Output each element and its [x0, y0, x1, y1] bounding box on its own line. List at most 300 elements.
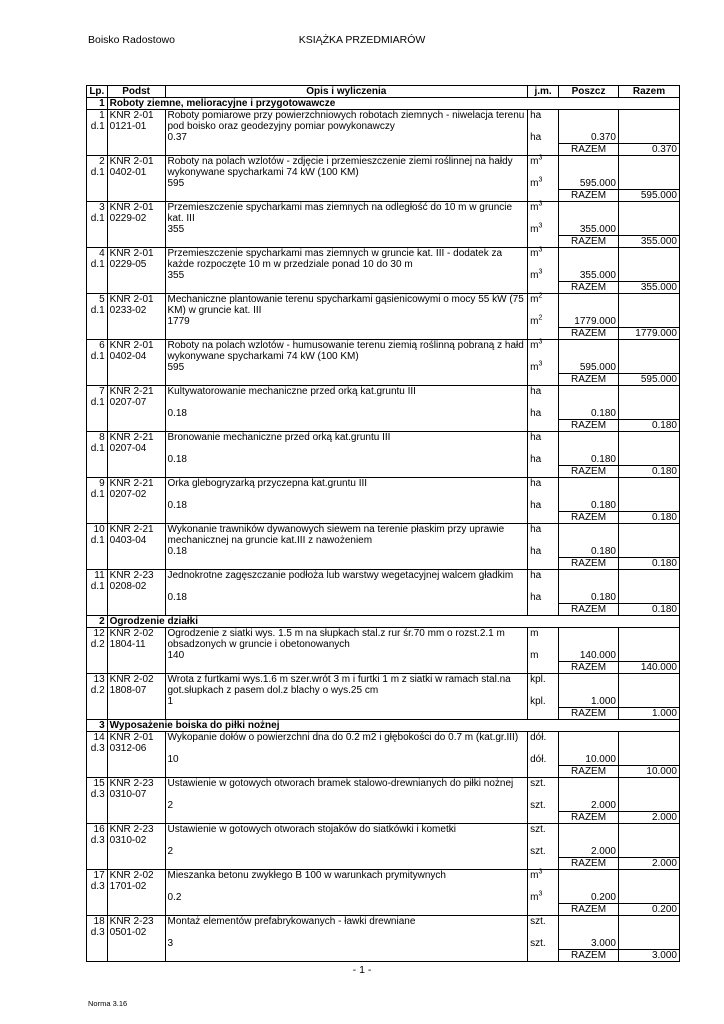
sum-label: RAZEM: [559, 904, 619, 916]
sum-empty-cell: [107, 328, 165, 340]
item-number: 6: [99, 340, 105, 351]
item-lp-cell: [87, 570, 108, 604]
unit-text: m: [530, 156, 539, 167]
item-unit-cell: [528, 570, 559, 604]
sum-empty-cell: [528, 812, 559, 824]
item-razem-cell: [619, 248, 680, 282]
item-poszcz-cell: [559, 202, 619, 236]
sum-empty-cell: [528, 662, 559, 674]
poszcz-spacer: [561, 881, 616, 892]
item-description-cell: [165, 674, 528, 708]
table-row: [87, 478, 680, 512]
sum-empty-cell: [165, 766, 528, 778]
unit-value: [530, 362, 556, 373]
sum-total-value: 3.000: [619, 950, 680, 962]
sum-label: RAZEM: [559, 236, 619, 248]
item-section-ref: d.1: [90, 351, 105, 362]
unit-value: [530, 500, 556, 511]
item-description-cell: [165, 570, 528, 604]
sum-empty-cell: [107, 374, 165, 386]
item-basis-cell: [107, 524, 165, 558]
section-title: Ogrodzenie działki: [107, 616, 679, 628]
item-unit-cell: [528, 674, 559, 708]
sum-empty-cell: [87, 328, 108, 340]
table-body: [87, 98, 680, 962]
unit-spacer: [530, 121, 556, 132]
item-section-ref: d.1: [90, 535, 105, 546]
sum-empty-cell: [528, 374, 559, 386]
item-basis-catalog: KNR 2-23: [109, 570, 154, 581]
item-poszcz-cell: [559, 386, 619, 420]
item-razem-cell: [619, 156, 680, 190]
item-razem-cell: [619, 732, 680, 766]
unit-text: ha: [530, 132, 542, 143]
item-basis-code: 0208-02: [109, 581, 147, 592]
sum-row: [87, 144, 680, 156]
poszcz-spacer: [561, 789, 616, 800]
unit-text: dół.: [530, 732, 547, 743]
item-description-cell: [165, 524, 528, 558]
item-calculation: 595: [167, 362, 185, 373]
item-unit-cell: [528, 732, 559, 766]
sum-empty-cell: [528, 466, 559, 478]
unit-text: m: [530, 248, 539, 259]
item-description: Przemieszczenie spycharkami mas ziemnych w gruncie kat. III - dodatek za każde rozpoczęte 10 m w przedziale ponad 10 do 30 m: [167, 248, 503, 270]
sum-total-value: 0.200: [619, 904, 680, 916]
item-basis-code: 0402-01: [109, 167, 147, 178]
item-basis-catalog: KNR 2-01: [109, 156, 154, 167]
sum-label: RAZEM: [559, 190, 619, 202]
table-row: [87, 248, 680, 282]
table-row: [87, 294, 680, 328]
item-poszcz-value: 2.000: [590, 800, 616, 811]
unit-value: [530, 270, 556, 281]
item-lp-cell: [87, 432, 108, 466]
item-calculation: 0.2: [167, 892, 182, 903]
item-number: 10: [93, 524, 105, 535]
sum-empty-cell: [87, 662, 108, 674]
item-poszcz-value: 0.180: [590, 592, 616, 603]
section-row: [87, 720, 680, 732]
unit-text: kpl.: [530, 674, 546, 685]
item-lp-cell: [87, 294, 108, 328]
item-unit-cell: [528, 340, 559, 374]
sum-label: RAZEM: [559, 144, 619, 156]
unit-value: [530, 224, 556, 235]
sum-row: [87, 766, 680, 778]
unit-text: m: [530, 224, 539, 235]
unit-text: ha: [530, 386, 542, 397]
unit-text: ha: [530, 454, 542, 465]
item-section-ref: d.1: [90, 167, 105, 178]
unit-value: [530, 778, 556, 789]
item-lp-cell: [87, 824, 108, 858]
unit-text: m: [530, 362, 539, 373]
item-basis-code: 0207-07: [109, 397, 147, 408]
poszcz-spacer: [561, 213, 616, 224]
unit-value: [530, 110, 556, 121]
item-unit-cell: [528, 294, 559, 328]
item-description-cell: [165, 432, 528, 466]
poszcz-spacer: [561, 121, 616, 132]
item-calculation: 355: [167, 224, 185, 235]
sum-empty-cell: [528, 512, 559, 524]
item-lp-cell: [87, 916, 108, 950]
sum-total-value: 355.000: [619, 236, 680, 248]
poszcz-spacer: [561, 581, 616, 592]
unit-text: ha: [530, 110, 542, 121]
item-calculation: 595: [167, 178, 185, 189]
unit-value: [530, 156, 556, 167]
unit-text: szt.: [530, 846, 546, 857]
item-razem-cell: [619, 432, 680, 466]
item-poszcz-cell: [559, 294, 619, 328]
unit-superscript: 3: [538, 222, 543, 230]
unit-spacer: [530, 443, 556, 454]
unit-value: [530, 800, 556, 811]
item-basis-code: 0403-04: [109, 535, 147, 546]
unit-text: szt.: [530, 824, 546, 835]
poszcz-spacer: [561, 259, 616, 270]
sum-total-value: 0.180: [619, 512, 680, 524]
item-calculation: 2: [167, 846, 174, 857]
item-section-ref: d.3: [90, 927, 105, 938]
unit-value: [530, 294, 556, 305]
sum-empty-cell: [87, 144, 108, 156]
sum-row: [87, 236, 680, 248]
sum-row: [87, 558, 680, 570]
item-unit-cell: [528, 248, 559, 282]
item-lp-cell: [87, 478, 108, 512]
unit-spacer: [530, 581, 556, 592]
item-number: 8: [99, 432, 105, 443]
sum-label: RAZEM: [559, 282, 619, 294]
sum-empty-cell: [87, 950, 108, 962]
poszcz-spacer: [561, 340, 616, 351]
table-row: [87, 778, 680, 812]
sum-total-value: 595.000: [619, 374, 680, 386]
unit-text: m: [530, 650, 539, 661]
poszcz-spacer: [561, 351, 616, 362]
item-description-cell: [165, 110, 528, 144]
unit-value: [530, 754, 556, 765]
item-basis-catalog: KNR 2-21: [109, 386, 154, 397]
unit-spacer: [530, 397, 556, 408]
poszcz-spacer: [561, 489, 616, 500]
item-razem-cell: [619, 778, 680, 812]
item-description: Ogrodzenie z siatki wys. 1.5 m na słupkach stal.z rur śr.70 mm o rozst.2.1 m obsadzonych w gruncie i obetonowanych: [167, 628, 505, 650]
item-poszcz-cell: [559, 628, 619, 662]
sum-empty-cell: [87, 466, 108, 478]
unit-spacer: [530, 489, 556, 500]
sum-label: RAZEM: [559, 604, 619, 616]
item-poszcz-value: 595.000: [579, 362, 616, 373]
unit-spacer: [530, 881, 556, 892]
item-basis-cell: [107, 340, 165, 374]
item-razem-cell: [619, 628, 680, 662]
unit-value: [530, 478, 556, 489]
sum-empty-cell: [528, 328, 559, 340]
sum-empty-cell: [528, 708, 559, 720]
table-row: [87, 732, 680, 766]
item-poszcz-value: 10.000: [585, 754, 616, 765]
item-section-ref: d.2: [90, 685, 105, 696]
item-basis-cell: [107, 248, 165, 282]
item-description-cell: [165, 824, 528, 858]
unit-value: [530, 696, 556, 707]
sum-empty-cell: [165, 950, 528, 962]
item-number: 11: [94, 570, 105, 581]
item-number: 13: [93, 674, 105, 685]
unit-text: m: [530, 270, 539, 281]
unit-spacer: [530, 213, 556, 224]
item-description: Kultywatorowanie mechaniczne przed orką kat.gruntu III: [167, 386, 416, 397]
poszcz-spacer: [561, 824, 616, 835]
item-poszcz-cell: [559, 824, 619, 858]
sum-total-value: 355.000: [619, 282, 680, 294]
item-poszcz-value: 0.370: [590, 132, 616, 143]
sum-empty-cell: [107, 512, 165, 524]
sum-empty-cell: [528, 282, 559, 294]
sum-label: RAZEM: [559, 812, 619, 824]
item-lp-cell: [87, 110, 108, 144]
item-description-cell: [165, 340, 528, 374]
item-lp-cell: [87, 674, 108, 708]
unit-spacer: [530, 351, 556, 362]
unit-value: [530, 592, 556, 603]
sum-empty-cell: [87, 512, 108, 524]
unit-value: [530, 340, 556, 351]
item-lp-cell: [87, 870, 108, 904]
sum-empty-cell: [528, 420, 559, 432]
item-number: 12: [93, 628, 105, 639]
item-poszcz-value: 140.000: [579, 650, 616, 661]
sum-empty-cell: [107, 190, 165, 202]
poszcz-spacer: [561, 685, 616, 696]
item-basis-code: 0207-02: [109, 489, 147, 500]
column-header-razem: Razem: [619, 86, 680, 98]
unit-text: ha: [530, 432, 542, 443]
sum-empty-cell: [165, 328, 528, 340]
sum-empty-cell: [107, 950, 165, 962]
item-basis-catalog: KNR 2-21: [109, 478, 154, 489]
unit-text: ha: [530, 478, 542, 489]
item-poszcz-cell: [559, 674, 619, 708]
unit-value: [530, 202, 556, 213]
sum-empty-cell: [107, 604, 165, 616]
sum-empty-cell: [165, 904, 528, 916]
table-row: [87, 674, 680, 708]
poszcz-spacer: [561, 916, 616, 927]
sum-empty-cell: [87, 708, 108, 720]
sum-empty-cell: [165, 558, 528, 570]
poszcz-spacer: [561, 305, 616, 316]
item-number: 17: [93, 870, 105, 881]
document-header-title: KSIĄŻKA PRZEDMIARÓW: [298, 34, 426, 46]
item-section-ref: d.1: [90, 489, 105, 500]
item-basis-cell: [107, 870, 165, 904]
sum-empty-cell: [87, 812, 108, 824]
item-lp-cell: [87, 340, 108, 374]
unit-superscript: 3: [538, 246, 543, 254]
poszcz-spacer: [561, 674, 616, 685]
item-section-ref: d.1: [90, 305, 105, 316]
item-description: Montaż elementów prefabrykowanych - ławki drewniane: [167, 916, 416, 927]
unit-spacer: [530, 167, 556, 178]
unit-superscript: 3: [538, 268, 543, 276]
item-calculation: 3: [167, 938, 174, 949]
item-basis-cell: [107, 478, 165, 512]
cost-estimate-table: [86, 85, 680, 962]
item-unit-cell: [528, 478, 559, 512]
item-poszcz-value: 0.180: [590, 408, 616, 419]
sum-empty-cell: [165, 282, 528, 294]
item-calculation: 0.18: [167, 592, 187, 603]
item-poszcz-value: 595.000: [579, 178, 616, 189]
item-number: 16: [93, 824, 105, 835]
poszcz-spacer: [561, 397, 616, 408]
sum-empty-cell: [165, 420, 528, 432]
table-row: [87, 916, 680, 950]
item-section-ref: d.2: [90, 639, 105, 650]
item-description-cell: [165, 478, 528, 512]
sum-empty-cell: [107, 708, 165, 720]
unit-value: [530, 916, 556, 927]
item-description: Ustawienie w gotowych otworach bramek stalowo-drewnianych do piłki nożnej: [167, 778, 514, 789]
item-razem-cell: [619, 570, 680, 604]
item-calculation: 0.18: [167, 408, 187, 419]
item-description-cell: [165, 386, 528, 420]
item-description-cell: [165, 248, 528, 282]
sum-empty-cell: [528, 604, 559, 616]
sum-label: RAZEM: [559, 420, 619, 432]
unit-text: m: [530, 202, 539, 213]
unit-superscript: 3: [538, 868, 543, 876]
unit-value: [530, 846, 556, 857]
item-description: Mechaniczne plantowanie terenu spycharkami gąsienicowymi o mocy 55 kW (75 KM) w gruncie kat. III: [167, 294, 524, 316]
item-lp-cell: [87, 202, 108, 236]
sum-total-value: 2.000: [619, 812, 680, 824]
unit-spacer: [530, 259, 556, 270]
sum-row: [87, 858, 680, 870]
sum-empty-cell: [165, 858, 528, 870]
unit-superscript: 2: [538, 292, 543, 300]
poszcz-spacer: [561, 628, 616, 639]
poszcz-spacer: [561, 248, 616, 259]
unit-text: ha: [530, 524, 542, 535]
item-number: 14: [93, 732, 105, 743]
item-calculation: 0.37: [167, 132, 187, 143]
unit-value: [530, 650, 556, 661]
item-description-cell: [165, 732, 528, 766]
item-razem-cell: [619, 294, 680, 328]
item-basis-catalog: KNR 2-01: [109, 202, 154, 213]
item-number: 18: [93, 916, 105, 927]
unit-value: [530, 732, 556, 743]
unit-superscript: 2: [538, 314, 543, 322]
section-number: 1: [87, 98, 108, 110]
table-row: [87, 432, 680, 466]
unit-value: [530, 178, 556, 189]
item-calculation: 140: [167, 650, 185, 661]
sum-label: RAZEM: [559, 466, 619, 478]
unit-text: dół.: [530, 754, 547, 765]
section-row: [87, 616, 680, 628]
item-basis-catalog: KNR 2-23: [109, 778, 154, 789]
sum-label: RAZEM: [559, 558, 619, 570]
item-unit-cell: [528, 778, 559, 812]
item-description: Wykopanie dołów o powierzchni dna do 0.2 m2 i głębokości do 0.7 m (kat.gr.III): [167, 732, 519, 743]
unit-value: [530, 408, 556, 419]
item-calculation: 1779: [167, 316, 190, 327]
sum-empty-cell: [528, 558, 559, 570]
sum-row: [87, 950, 680, 962]
unit-text: szt.: [530, 778, 546, 789]
unit-value: [530, 570, 556, 581]
sum-row: [87, 662, 680, 674]
item-basis-code: 0310-02: [109, 835, 147, 846]
item-razem-cell: [619, 674, 680, 708]
item-basis-code: 0229-02: [109, 213, 147, 224]
sum-empty-cell: [528, 236, 559, 248]
item-description-cell: [165, 156, 528, 190]
sum-total-value: 595.000: [619, 190, 680, 202]
item-description: Jednokrotne zagęszczanie podłoża lub warstwy wegetacyjnej walcem gładkim: [167, 570, 514, 581]
sum-empty-cell: [165, 144, 528, 156]
sum-empty-cell: [165, 812, 528, 824]
item-basis-code: 0121-01: [109, 121, 147, 132]
item-razem-cell: [619, 916, 680, 950]
item-basis-cell: [107, 778, 165, 812]
section-number: 3: [87, 720, 108, 732]
item-lp-cell: [87, 524, 108, 558]
item-section-ref: d.3: [90, 789, 105, 800]
item-basis-catalog: KNR 2-01: [109, 110, 154, 121]
unit-spacer: [530, 835, 556, 846]
sum-empty-cell: [165, 512, 528, 524]
item-description: Roboty na polach wzlotów - humusowanie terenu ziemią roślinną pobraną z hałd wykonywane spycharkami 74 kW (100 KM): [167, 340, 524, 362]
item-basis-code: 0233-02: [109, 305, 147, 316]
item-section-ref: d.1: [90, 121, 105, 132]
item-number: 3: [99, 202, 105, 213]
sum-empty-cell: [87, 904, 108, 916]
unit-spacer: [530, 789, 556, 800]
sum-row: [87, 512, 680, 524]
sum-total-value: 0.180: [619, 466, 680, 478]
sum-empty-cell: [165, 236, 528, 248]
poszcz-spacer: [561, 835, 616, 846]
item-lp-cell: [87, 732, 108, 766]
item-lp-cell: [87, 156, 108, 190]
item-description: Roboty pomiarowe przy powierzchniowych robotach ziemnych - niwelacja terenu pod boisko oraz geodezyjny pomiar powykonawczy: [167, 110, 525, 132]
unit-value: [530, 628, 556, 639]
poszcz-spacer: [561, 432, 616, 443]
unit-text: m: [530, 316, 539, 327]
sum-empty-cell: [87, 766, 108, 778]
document-header-project: Boisko Radostowo: [88, 34, 175, 46]
sum-empty-cell: [165, 190, 528, 202]
sum-empty-cell: [87, 420, 108, 432]
sum-empty-cell: [528, 950, 559, 962]
item-basis-code: 0312-06: [109, 743, 147, 754]
item-basis-code: 0207-04: [109, 443, 147, 454]
item-description: Wrota z furtkami wys.1.6 m szer.wrót 3 m i furtki 1 m z siatki w ramach stal.na got.słupkach z pasem dol.z blachy o wys.25 cm: [167, 674, 511, 696]
item-basis-cell: [107, 156, 165, 190]
poszcz-spacer: [561, 443, 616, 454]
item-poszcz-cell: [559, 778, 619, 812]
sum-total-value: 0.180: [619, 420, 680, 432]
unit-value: [530, 546, 556, 557]
